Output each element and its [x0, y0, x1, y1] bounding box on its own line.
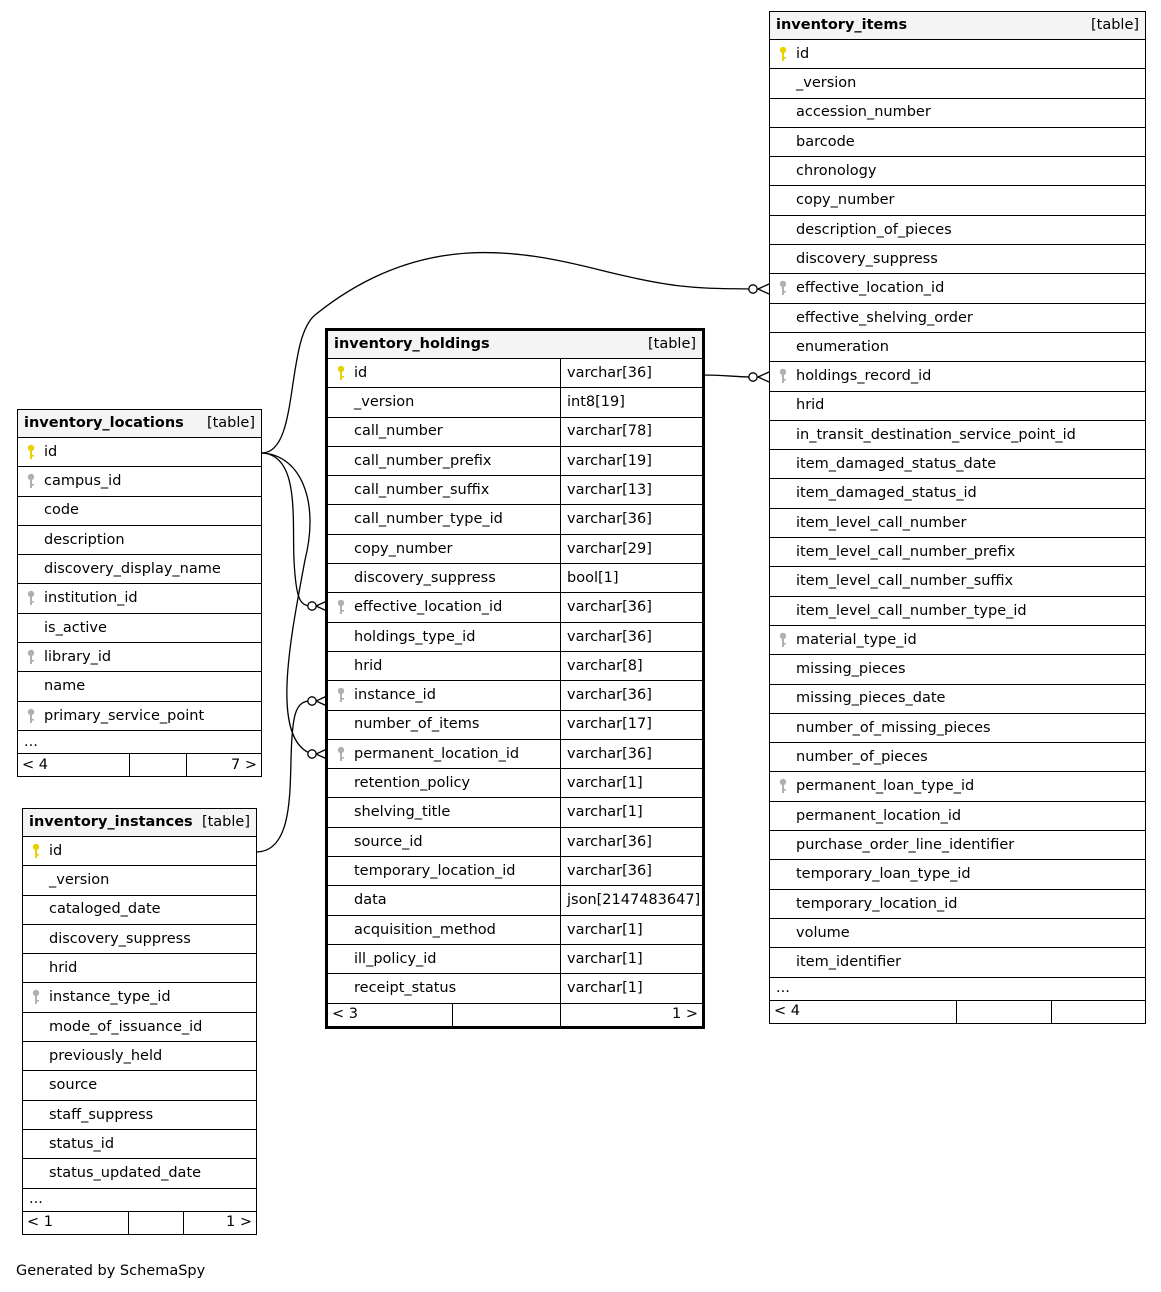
column-row — [23, 1129, 257, 1158]
column-name: item_damaged_status_id — [796, 485, 977, 502]
column-row — [770, 889, 1146, 918]
table-header — [328, 331, 703, 359]
nav-parents[interactable]: < 4 — [18, 753, 130, 776]
column-name: permanent_location_id — [796, 807, 962, 824]
column-row — [23, 895, 257, 924]
foreign-key-icon — [778, 280, 788, 296]
column-name: barcode — [796, 133, 855, 150]
column-type: varchar[13] — [561, 476, 703, 505]
column-row — [23, 1071, 257, 1100]
footer-credit: Generated by SchemaSpy — [16, 1263, 206, 1279]
column-name: holdings_record_id — [796, 368, 932, 385]
column-row — [23, 1012, 257, 1041]
column-row — [23, 837, 257, 866]
column-row — [328, 476, 703, 505]
foreign-key-icon — [31, 989, 41, 1005]
column-name: temporary_loan_type_id — [796, 866, 971, 883]
column-name: purchase_order_line_identifier — [796, 836, 1015, 853]
column-name: missing_pieces — [796, 661, 906, 678]
more-columns-row — [770, 977, 1146, 1000]
column-row — [770, 831, 1146, 860]
column-name: effective_location_id — [354, 599, 503, 616]
column-type: varchar[1] — [561, 944, 703, 973]
foreign-key-icon — [336, 687, 346, 703]
table-name: inventory_instances — [29, 814, 193, 831]
column-row — [770, 40, 1146, 69]
column-row — [18, 438, 262, 467]
column-name: source — [49, 1077, 98, 1094]
column-row — [770, 391, 1146, 420]
column-name: call_number_suffix — [354, 482, 490, 499]
column-name: name — [44, 678, 86, 695]
column-name: instance_type_id — [49, 989, 171, 1006]
crowfoot-holding-permanent-location — [316, 749, 327, 759]
column-name: missing_pieces_date — [796, 690, 946, 707]
column-name: chronology — [796, 163, 877, 180]
column-row — [23, 954, 257, 983]
column-row — [770, 508, 1146, 537]
column-row — [18, 525, 262, 554]
column-row — [770, 186, 1146, 215]
more-columns-row — [18, 730, 262, 753]
optional-marker — [308, 697, 316, 705]
column-row — [328, 915, 703, 944]
column-row — [770, 362, 1146, 391]
table-header — [770, 12, 1146, 40]
column-name: item_damaged_status_date — [796, 456, 997, 473]
table-name: inventory_items — [776, 17, 908, 34]
table-kind: [table] — [201, 814, 250, 831]
column-row — [770, 420, 1146, 449]
column-name: id — [796, 45, 810, 62]
column-name: material_type_id — [796, 631, 917, 648]
column-row — [23, 1042, 257, 1071]
column-row — [770, 801, 1146, 830]
ellipsis[interactable]: ... — [18, 730, 262, 753]
column-row — [770, 625, 1146, 654]
column-name: receipt_status — [354, 980, 457, 997]
foreign-key-icon — [778, 778, 788, 794]
column-name: acquisition_method — [354, 921, 496, 938]
column-name: copy_number — [354, 540, 453, 557]
column-name: is_active — [44, 619, 107, 636]
table-header — [23, 809, 257, 837]
column-row — [770, 772, 1146, 801]
column-name: holdings_type_id — [354, 628, 476, 645]
column-type: varchar[36] — [561, 827, 703, 856]
primary-key-icon — [26, 444, 36, 460]
column-row — [328, 417, 703, 446]
table-inventory-locations[interactable] — [17, 409, 262, 777]
column-type: varchar[36] — [561, 739, 703, 768]
column-name: in_transit_destination_service_point_id — [796, 426, 1076, 443]
column-row — [770, 713, 1146, 742]
column-name: temporary_location_id — [796, 895, 958, 912]
column-name: discovery_suppress — [354, 569, 496, 586]
column-row — [18, 701, 262, 730]
column-row — [18, 467, 262, 496]
column-name: call_number_type_id — [354, 511, 503, 528]
column-name: primary_service_point — [44, 707, 205, 724]
optional-marker — [308, 602, 316, 610]
column-name: temporary_location_id — [354, 862, 516, 879]
column-type: bool[1] — [561, 564, 703, 593]
column-row — [770, 684, 1146, 713]
foreign-key-icon — [26, 473, 36, 489]
nav-middle — [129, 1211, 184, 1234]
ellipsis[interactable]: ... — [770, 977, 1146, 1000]
column-row — [328, 710, 703, 739]
column-row — [328, 651, 703, 680]
column-type: varchar[36] — [561, 593, 703, 622]
column-row — [18, 555, 262, 584]
column-name: code — [44, 502, 79, 519]
column-name: instance_id — [354, 687, 436, 704]
column-name: item_level_call_number_type_id — [796, 602, 1027, 619]
column-row — [328, 505, 703, 534]
column-type: varchar[17] — [561, 710, 703, 739]
column-row — [328, 827, 703, 856]
crowfoot-holding-effective-location — [316, 601, 327, 611]
primary-key-icon — [31, 843, 41, 859]
column-name: retention_policy — [354, 775, 471, 792]
column-name: discovery_display_name — [44, 561, 221, 578]
crowfoot-item-holdings-record — [758, 372, 769, 382]
column-row — [328, 769, 703, 798]
table-inventory-instances[interactable] — [22, 808, 257, 1235]
column-name: item_identifier — [796, 954, 902, 971]
column-name: discovery_suppress — [49, 930, 191, 947]
column-row — [23, 1159, 257, 1188]
column-row — [328, 886, 703, 915]
column-row — [770, 538, 1146, 567]
column-type: varchar[36] — [561, 622, 703, 651]
edge-location-to-holding-effective-location — [262, 453, 312, 606]
column-type: varchar[36] — [561, 505, 703, 534]
column-name: effective_shelving_order — [796, 309, 973, 326]
column-name: id — [354, 364, 368, 381]
column-name: status_updated_date — [49, 1165, 202, 1182]
edge-location-to-holding-permanent-location — [262, 453, 312, 754]
column-name: id — [49, 842, 63, 859]
optional-marker — [749, 373, 757, 381]
column-row — [770, 918, 1146, 947]
column-row — [770, 127, 1146, 156]
column-row — [770, 274, 1146, 303]
column-row — [328, 944, 703, 973]
column-row — [328, 534, 703, 563]
column-type: varchar[8] — [561, 651, 703, 680]
column-row — [328, 974, 703, 1003]
column-name: hrid — [796, 397, 825, 414]
column-row — [770, 69, 1146, 98]
column-row — [23, 924, 257, 953]
table-inventory-holdings[interactable] — [327, 330, 703, 1027]
column-name: _version — [354, 394, 415, 411]
column-name: description — [44, 531, 125, 548]
primary-key-icon — [336, 365, 346, 381]
foreign-key-icon — [778, 632, 788, 648]
table-inventory-items[interactable] — [769, 11, 1146, 1024]
column-row — [328, 857, 703, 886]
foreign-key-icon — [26, 649, 36, 665]
column-row — [770, 860, 1146, 889]
column-row — [328, 798, 703, 827]
column-name: campus_id — [44, 473, 122, 490]
column-row — [770, 98, 1146, 127]
column-row — [770, 450, 1146, 479]
optional-marker — [749, 285, 757, 293]
column-row — [23, 1100, 257, 1129]
column-name: hrid — [49, 960, 78, 977]
column-name: copy_number — [796, 192, 895, 209]
foreign-key-icon — [778, 368, 788, 384]
column-name: item_level_call_number_suffix — [796, 573, 1014, 590]
column-row — [23, 866, 257, 895]
primary-key-icon — [778, 46, 788, 62]
column-name: item_level_call_number — [796, 514, 967, 531]
column-name: status_id — [49, 1135, 115, 1152]
table-kind: [table] — [647, 336, 697, 353]
table-header — [18, 410, 262, 438]
crowfoot-holding-instance — [316, 696, 327, 706]
edge-holding-to-item-holdings-record — [703, 375, 753, 377]
column-type: varchar[1] — [561, 798, 703, 827]
column-name: source_id — [354, 833, 423, 850]
column-name: data — [354, 892, 387, 909]
nav-middle — [130, 753, 187, 776]
column-type: varchar[1] — [561, 769, 703, 798]
column-row — [18, 643, 262, 672]
column-name: permanent_loan_type_id — [796, 778, 975, 795]
nav-parents[interactable]: < 3 — [328, 1003, 453, 1026]
column-name: cataloged_date — [49, 901, 161, 918]
column-type: varchar[36] — [561, 681, 703, 710]
column-name: _version — [796, 75, 857, 92]
nav-children[interactable]: 7 > — [187, 753, 262, 776]
foreign-key-icon — [26, 590, 36, 606]
crowfoot-item-effective-location — [758, 284, 769, 294]
column-name: id — [44, 443, 58, 460]
column-row — [770, 332, 1146, 361]
column-row — [770, 215, 1146, 244]
relationship-nav-row — [770, 1000, 1146, 1023]
column-row — [770, 567, 1146, 596]
table-kind: [table] — [206, 415, 255, 432]
column-name: volume — [796, 924, 850, 941]
column-name: permanent_location_id — [354, 745, 520, 762]
column-name: ill_policy_id — [354, 950, 437, 967]
column-row — [328, 739, 703, 768]
column-type: int8[19] — [561, 388, 703, 417]
column-type: varchar[29] — [561, 534, 703, 563]
column-row — [18, 672, 262, 701]
nav-parents[interactable]: < 4 — [770, 1000, 957, 1023]
more-columns-row — [23, 1188, 257, 1211]
column-name: shelving_title — [354, 804, 451, 821]
foreign-key-icon — [336, 599, 346, 615]
column-type: varchar[36] — [561, 857, 703, 886]
column-row — [18, 613, 262, 642]
column-type: json[2147483647] — [561, 886, 703, 915]
edge-instance-to-holding-instance — [256, 701, 312, 852]
nav-children[interactable] — [1052, 1000, 1146, 1023]
column-row — [770, 303, 1146, 332]
column-name: item_level_call_number_prefix — [796, 543, 1016, 560]
column-row — [328, 564, 703, 593]
relationship-nav-row — [18, 753, 262, 776]
foreign-key-icon — [26, 708, 36, 724]
column-type: varchar[1] — [561, 915, 703, 944]
column-row — [328, 593, 703, 622]
column-row — [770, 479, 1146, 508]
column-name: effective_location_id — [796, 280, 945, 297]
column-row — [328, 446, 703, 475]
table-kind: [table] — [1090, 17, 1140, 34]
column-type: varchar[1] — [561, 974, 703, 1003]
column-row — [770, 245, 1146, 274]
column-row — [328, 388, 703, 417]
nav-parents[interactable]: < 1 — [23, 1211, 129, 1234]
column-name: mode_of_issuance_id — [49, 1018, 203, 1035]
relationship-nav-row — [328, 1003, 703, 1026]
ellipsis[interactable]: ... — [23, 1188, 257, 1211]
column-row — [770, 596, 1146, 625]
column-row — [18, 584, 262, 613]
column-row — [328, 681, 703, 710]
column-row — [18, 496, 262, 525]
nav-middle — [453, 1003, 561, 1026]
table-name: inventory_locations — [24, 415, 184, 432]
column-name: number_of_missing_pieces — [796, 719, 991, 736]
column-name: discovery_suppress — [796, 250, 938, 267]
column-name: institution_id — [44, 590, 138, 607]
column-name: accession_number — [796, 104, 931, 121]
column-type: varchar[36] — [561, 359, 703, 388]
column-row — [770, 743, 1146, 772]
column-name: call_number_prefix — [354, 452, 492, 469]
column-type: varchar[78] — [561, 417, 703, 446]
nav-middle — [957, 1000, 1052, 1023]
column-type: varchar[19] — [561, 446, 703, 475]
table-name: inventory_holdings — [334, 336, 490, 353]
column-row — [328, 359, 703, 388]
column-name: enumeration — [796, 338, 889, 355]
column-name: staff_suppress — [49, 1106, 154, 1123]
nav-children[interactable]: 1 > — [561, 1003, 703, 1026]
column-name: number_of_items — [354, 716, 480, 733]
foreign-key-icon — [336, 746, 346, 762]
optional-marker — [308, 750, 316, 758]
column-name: description_of_pieces — [796, 221, 952, 238]
column-row — [23, 983, 257, 1012]
column-name: number_of_pieces — [796, 749, 928, 766]
column-name: _version — [49, 872, 110, 889]
column-row — [770, 655, 1146, 684]
column-name: call_number — [354, 423, 443, 440]
column-row — [328, 622, 703, 651]
column-name: previously_held — [49, 1047, 163, 1064]
nav-children[interactable]: 1 > — [184, 1211, 257, 1234]
column-name: library_id — [44, 648, 112, 665]
column-row — [770, 157, 1146, 186]
column-row — [770, 948, 1146, 977]
relationship-nav-row — [23, 1211, 257, 1234]
column-name: hrid — [354, 657, 383, 674]
